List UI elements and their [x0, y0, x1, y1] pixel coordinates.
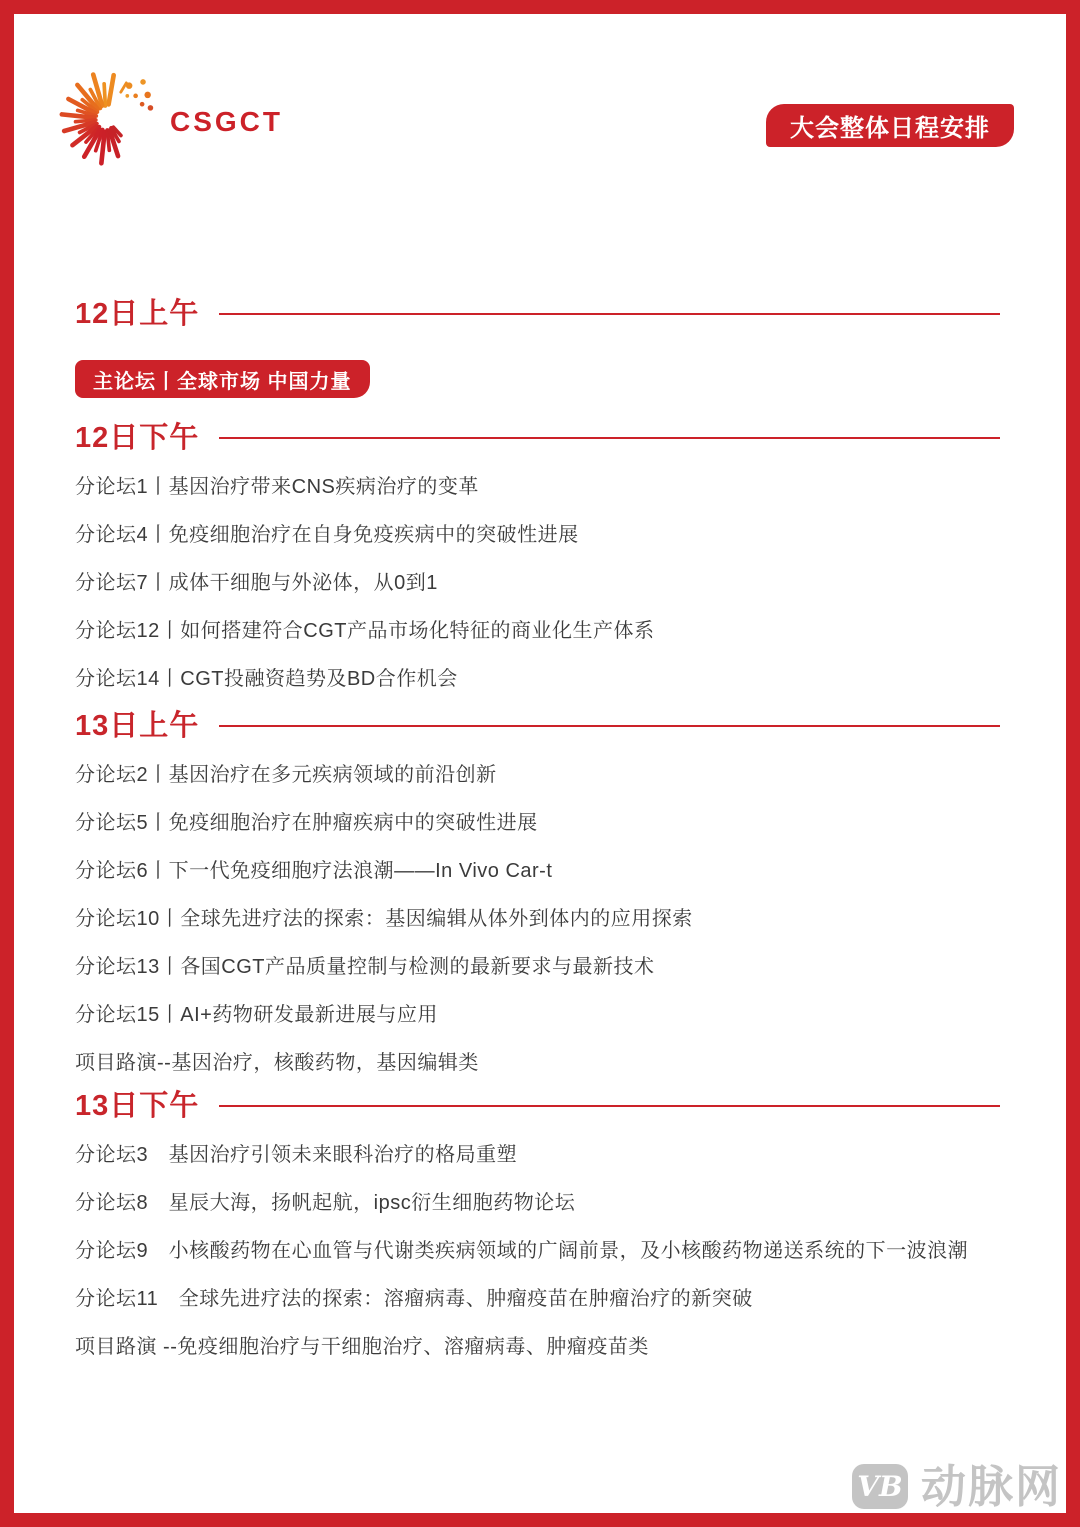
header-schedule-badge: 大会整体日程安排 [766, 104, 1014, 147]
section-heading-row [75, 708, 1000, 744]
brand-text: CSGCT [170, 106, 283, 137]
schedule-item-list [75, 1128, 1000, 1368]
schedule-item: 项目路演 --免疫细胞治疗与干细胞治疗、溶瘤病毒、肿瘤疫苗类 [75, 1335, 649, 1358]
schedule-item: 分论坛10丨全球先进疗法的探索：基因编辑从体外到体内的应用探索 [75, 907, 693, 930]
heading-rule [219, 313, 1000, 315]
vb-logo-icon: VB [852, 1464, 908, 1509]
section-title: 13日下午 [75, 1090, 200, 1122]
section-title: 13日上午 [75, 710, 200, 742]
section-title: 12日上午 [75, 298, 200, 330]
heading-rule [219, 437, 1000, 439]
schedule-item: 分论坛3 基因治疗引领未来眼科治疗的格局重塑 [75, 1143, 518, 1166]
section-title: 12日下午 [75, 422, 200, 454]
watermark-site-name: 动脉网 [921, 1461, 1063, 1512]
schedule-item: 分论坛5丨免疫细胞治疗在肿瘤疾病中的突破性进展 [75, 811, 538, 834]
firework-burst-icon [56, 68, 156, 170]
section-day13-morning [75, 708, 1000, 1084]
schedule-item: 分论坛7丨成体干细胞与外泌体，从0到1 [75, 571, 438, 594]
schedule-item: 项目路演--基因治疗，核酸药物，基因编辑类 [75, 1051, 479, 1074]
schedule-content [75, 296, 1000, 1368]
schedule-item-list [75, 460, 1000, 700]
heading-rule [219, 1105, 1000, 1107]
section-heading-row [75, 296, 1000, 332]
schedule-item: 分论坛4丨免疫细胞治疗在自身免疫疾病中的突破性进展 [75, 523, 579, 546]
csgct-logo [56, 68, 283, 170]
section-day12-morning [75, 296, 1000, 398]
section-day13-afternoon [75, 1088, 1000, 1368]
schedule-item: 分论坛15丨AI+药物研发最新进展与应用 [75, 1003, 438, 1026]
vbdata-watermark [852, 1461, 1063, 1512]
schedule-item: 分论坛9 小核酸药物在心血管与代谢类疾病领域的广阔前景，及小核酸药物递送系统的下一波浪潮 [75, 1239, 969, 1262]
schedule-item: 分论坛13丨各国CGT产品质量控制与检测的最新要求与最新技术 [75, 955, 655, 978]
schedule-item: 分论坛8 星辰大海，扬帆起航，ipsc衍生细胞药物论坛 [75, 1191, 576, 1214]
section-heading-row [75, 1088, 1000, 1124]
section-heading-row [75, 420, 1000, 456]
schedule-item: 分论坛6丨下一代免疫细胞疗法浪潮——In Vivo Car-t [75, 859, 553, 882]
section-day12-afternoon [75, 420, 1000, 700]
schedule-item: 分论坛11 全球先进疗法的探索：溶瘤病毒、肿瘤疫苗在肿瘤治疗的新突破 [75, 1287, 753, 1310]
schedule-item-list [75, 748, 1000, 1084]
heading-rule [219, 725, 1000, 727]
main-forum-badge: 主论坛丨全球市场 中国力量 [75, 360, 370, 398]
schedule-item: 分论坛2丨基因治疗在多元疾病领域的前沿创新 [75, 763, 497, 786]
schedule-item: 分论坛1丨基因治疗带来CNS疾病治疗的变革 [75, 475, 479, 498]
schedule-item: 分论坛12丨如何搭建符合CGT产品市场化特征的商业化生产体系 [75, 619, 655, 642]
schedule-item: 分论坛14丨CGT投融资趋势及BD合作机会 [75, 667, 458, 690]
